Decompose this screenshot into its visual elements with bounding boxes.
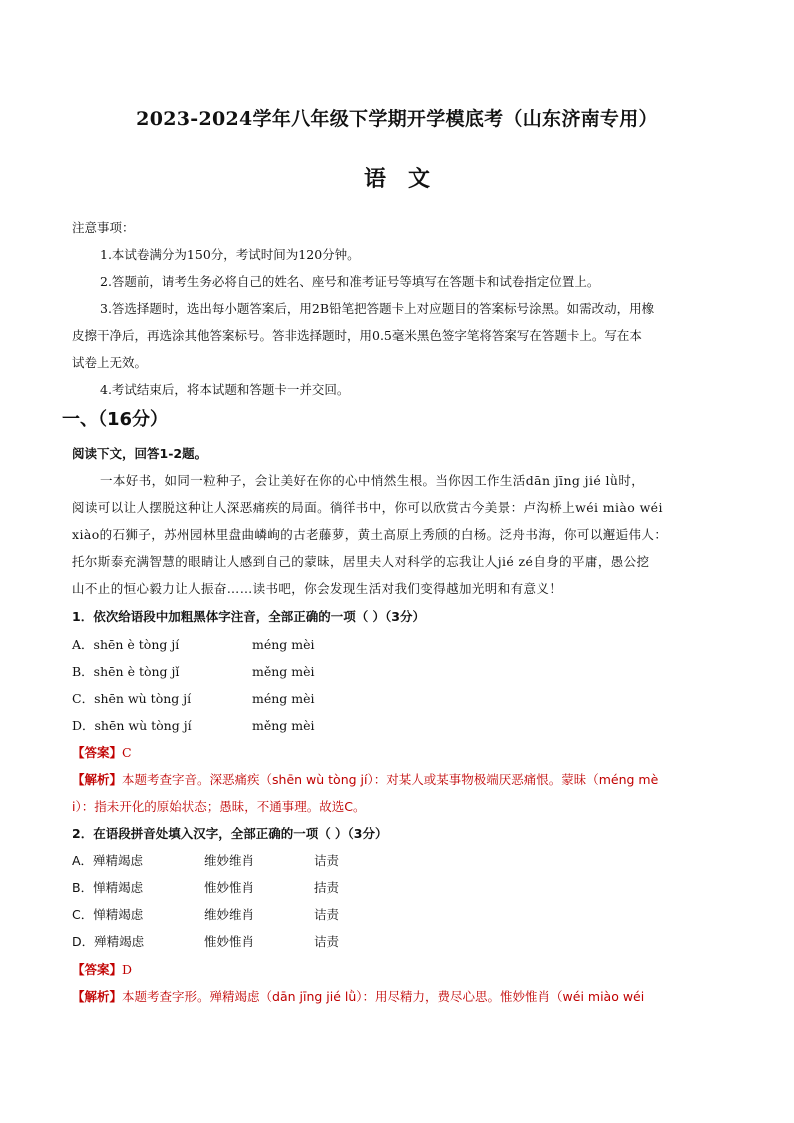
section-heading: 一、（16分） bbox=[62, 409, 169, 430]
option-pinyin-a: B．shēn è tòng jǐ bbox=[72, 664, 180, 679]
analysis-text: 本题考查字音。深恶痛疾（shēn wù tòng jí）：对某人或某事物极端厌恶痛恨。蒙昧（méng mè bbox=[122, 772, 659, 787]
question-2-answer bbox=[72, 960, 732, 978]
option-pinyin-b: měng mèi bbox=[252, 718, 315, 733]
passage-line: 阅读可以让人摆脱这种让人深恶痛疾的局面。徜徉书中，你可以欣赏古今美景：卢沟桥上wéi miào wéi bbox=[72, 500, 663, 515]
question-2-analysis bbox=[72, 987, 732, 1005]
reading-instruction: 阅读下文，回答1-2题。 bbox=[72, 446, 208, 461]
question-1-option bbox=[72, 716, 732, 734]
question-1-option bbox=[72, 662, 732, 680]
option-word-c: 诘责 bbox=[314, 934, 340, 949]
option-pinyin-a: D．shēn wù tòng jí bbox=[72, 718, 192, 733]
page-title: 2023-2024学年八年级下学期开学模底考（山东济南专用） bbox=[136, 108, 658, 130]
analysis-tag: 【解析】 bbox=[72, 772, 123, 787]
question-1-stem: 1．依次给语段中加粗黑体字注音，全部正确的一项（ ）（3分） bbox=[72, 609, 425, 624]
option-pinyin-a: A．shēn è tòng jí bbox=[72, 637, 180, 652]
option-pinyin-b: méng mèi bbox=[252, 637, 315, 652]
notice-item: 3.答选择题时，选出每小题答案后，用2B铅笔把答题卡上对应题目的答案标号涂黑。如需改动，用橡 bbox=[100, 301, 655, 316]
question-2-option bbox=[72, 878, 732, 896]
analysis-tag: 【解析】 bbox=[72, 989, 123, 1004]
answer-value: C bbox=[122, 745, 132, 760]
notice-heading: 注意事项： bbox=[72, 220, 135, 235]
notice-item: 试卷上无效。 bbox=[72, 355, 148, 370]
option-word-b: 维妙维肖 bbox=[204, 907, 255, 922]
option-word-a: D．殚精竭虑 bbox=[72, 934, 145, 949]
question-2-option bbox=[72, 851, 732, 869]
option-word-a: A．殚精竭虑 bbox=[72, 853, 144, 868]
question-1-analysis-cont: i）：指未开化的原始状态；愚昧，不通事理。故选C。 bbox=[72, 799, 366, 814]
notice-item: 1.本试卷满分为150分，考试时间为120分钟。 bbox=[100, 247, 360, 262]
passage-line: 托尔斯泰充满智慧的眼睛让人感到自己的蒙昧，居里夫人对科学的忘我让人jié zé自身的平庸，愚公挖 bbox=[72, 554, 650, 569]
option-word-b: 惟妙惟肖 bbox=[204, 934, 255, 949]
option-word-b: 惟妙惟肖 bbox=[204, 880, 255, 895]
question-1-option bbox=[72, 689, 732, 707]
notice-item: 皮擦干净后，再选涂其他答案标号。答非选择题时，用0.5毫米黑色签字笔将答案写在答题卡上。写在本 bbox=[72, 328, 642, 343]
notice-item: 2.答题前，请考生务必将自己的姓名、座号和准考证号等填写在答题卡和试卷指定位置上。 bbox=[100, 274, 600, 289]
question-1-analysis bbox=[72, 770, 732, 788]
analysis-text: 本题考查字形。殚精竭虑（dān jīng jié lǜ）：用尽精力，费尽心思。惟妙惟肖（wéi miào wéi bbox=[122, 989, 645, 1004]
answer-tag: 【答案】 bbox=[72, 962, 123, 977]
option-word-c: 拮责 bbox=[314, 880, 340, 895]
question-2-option bbox=[72, 932, 732, 950]
option-word-a: B．惮精竭虑 bbox=[72, 880, 144, 895]
subject-title: 语文 bbox=[363, 166, 452, 192]
question-1-answer bbox=[72, 743, 732, 761]
option-word-c: 诘责 bbox=[314, 907, 340, 922]
question-1-option bbox=[72, 635, 732, 653]
question-2-option bbox=[72, 905, 732, 923]
passage-line: xiào的石狮子，苏州园林里盘曲嶙峋的古老藤萝，黄土高原上秀颀的白杨。泛舟书海，你可以邂逅伟人： bbox=[72, 527, 668, 542]
option-pinyin-b: měng mèi bbox=[252, 664, 315, 679]
option-word-b: 维妙维肖 bbox=[204, 853, 255, 868]
option-pinyin-a: C．shēn wù tòng jí bbox=[72, 691, 192, 706]
question-2-stem: 2．在语段拼音处填入汉字，全部正确的一项（ ）（3分） bbox=[72, 826, 388, 841]
passage-line: 一本好书，如同一粒种子，会让美好在你的心中悄然生根。当你因工作生活dān jīng jié lǜ时， bbox=[100, 473, 645, 488]
passage-line: 山不止的恒心毅力让人振奋……读书吧，你会发现生活对我们变得越加光明和有意义！ bbox=[72, 581, 563, 596]
notice-item: 4.考试结束后，将本试题和答题卡一并交回。 bbox=[100, 382, 350, 397]
option-pinyin-b: méng mèi bbox=[252, 691, 315, 706]
answer-value: D bbox=[122, 962, 133, 977]
option-word-c: 诘责 bbox=[314, 853, 340, 868]
answer-tag: 【答案】 bbox=[72, 745, 123, 760]
option-word-a: C．惮精竭虑 bbox=[72, 907, 144, 922]
